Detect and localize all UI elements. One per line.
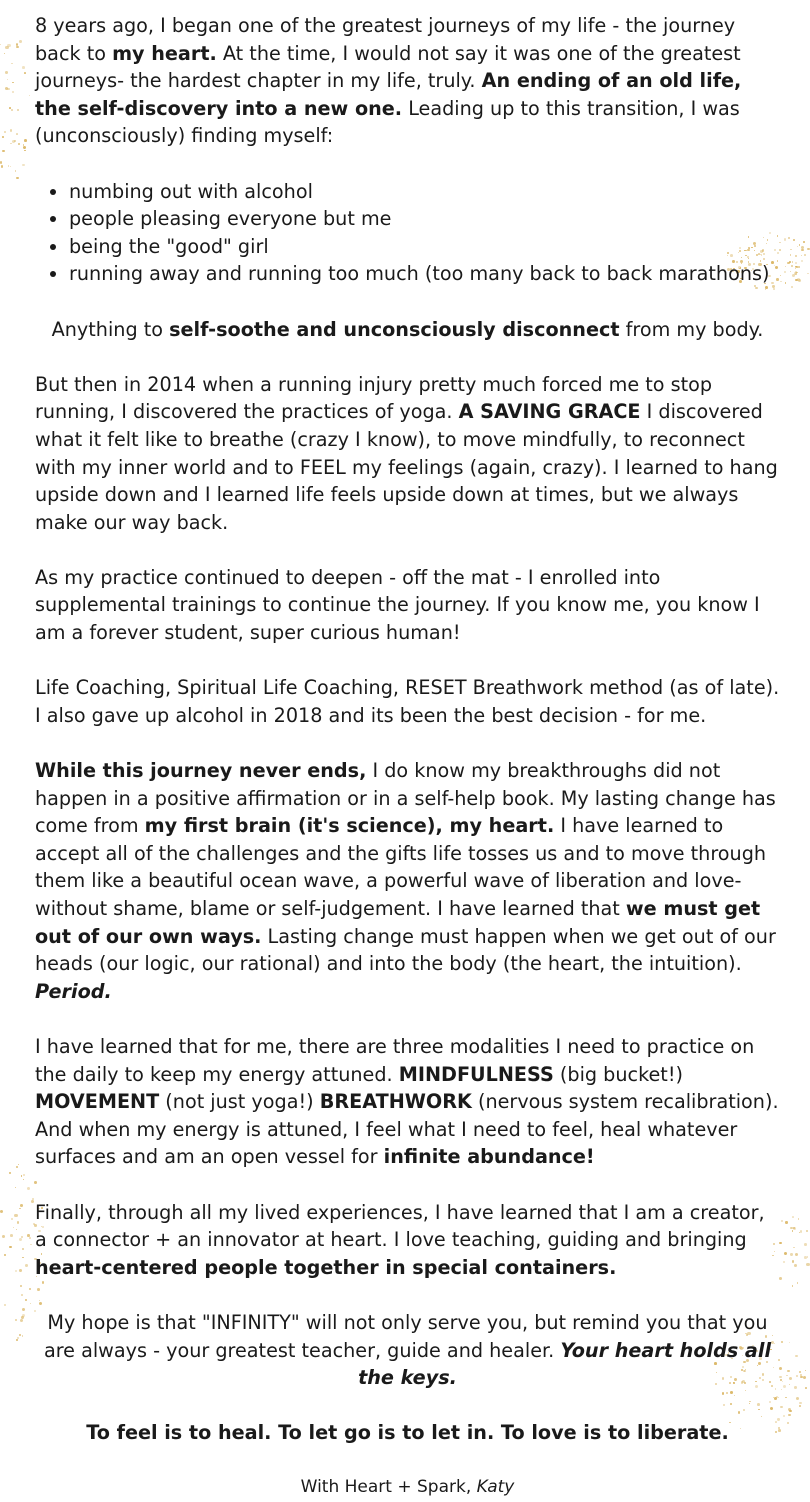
text-run: Life Coaching, Spiritual Life Coaching, RESET Breathwork method (as of late). I also gave up alcohol in 2018 and its been the best decision - for me. — [35, 676, 780, 727]
glitter-speck — [806, 1230, 808, 1232]
glitter-speck — [30, 1303, 31, 1304]
text-run: An ending of an old life, the self-discovery into a new one. — [35, 69, 742, 120]
glitter-speck — [785, 282, 787, 284]
text-run: MOVEMENT — [35, 1090, 160, 1114]
glitter-speck — [9, 1172, 10, 1173]
glitter-speck — [2, 150, 4, 152]
glitter-speck — [801, 260, 803, 262]
glitter-speck — [19, 1238, 22, 1241]
glitter-speck — [792, 1260, 795, 1263]
glitter-speck — [10, 129, 13, 132]
glitter-speck — [13, 1227, 14, 1228]
glitter-speck — [799, 1371, 801, 1373]
glitter-speck — [21, 1294, 23, 1296]
glitter-speck — [23, 146, 26, 149]
glitter-speck — [789, 1410, 791, 1412]
coping-list-item: • numbing out with alcohol — [69, 178, 780, 206]
text-run: MINDFULNESS — [398, 1062, 554, 1086]
glitter-speck — [15, 1319, 17, 1321]
glitter-speck — [789, 1342, 790, 1343]
text-run: infinite abundance! — [383, 1145, 595, 1169]
coping-list-item: • running away and running too much (too many back to back marathons) — [69, 260, 780, 288]
glitter-speck — [795, 255, 797, 257]
signature-line — [35, 1474, 780, 1502]
text-run: I have learned to accept all of the challenges and the gifts life tosses us and to move through them like a beautiful ocean wave, a powerful wave of liberation and love- without shame, blame or self-judgement. I have learned that — [35, 814, 767, 920]
glitter-speck — [798, 266, 800, 268]
glitter-speck — [787, 1422, 789, 1424]
glitter-speck — [11, 109, 13, 111]
glitter-speck — [19, 1334, 21, 1336]
text-run: Lasting change must happen when we get out of our heads (our logic, our rational) and into the body (the heart, the intuition). — [35, 924, 776, 976]
creator-paragraph — [35, 1199, 780, 1282]
glitter-speck — [20, 1204, 23, 1207]
glitter-speck — [18, 143, 20, 145]
hope-paragraph — [35, 1309, 780, 1392]
glitter-speck — [19, 40, 22, 43]
coping-list — [35, 178, 780, 288]
text-run: (nervous system recalibration). And when my energy is attuned, I feel what I need to feel, heal whatever surfaces and am an open vessel for — [35, 1090, 779, 1169]
glitter-speck — [17, 1221, 20, 1224]
glitter-speck — [22, 1248, 24, 1250]
glitter-speck — [807, 273, 808, 274]
text-run: A SAVING GRACE — [458, 400, 641, 424]
glitter-speck — [791, 265, 793, 267]
glitter-speck — [17, 109, 19, 111]
text-run: While this journey never ends, — [35, 759, 367, 783]
glitter-speck — [792, 1230, 793, 1231]
glitter-speck — [14, 140, 16, 142]
glitter-speck — [791, 286, 793, 288]
glitter-speck — [793, 1247, 795, 1249]
glitter-speck — [0, 1210, 3, 1213]
coping-list-item: • being the "good" girl — [69, 233, 780, 261]
text-run: I do know my breakthroughs did not happen in a positive affirmation or in a self-help book. My lasting change has come from — [35, 759, 776, 838]
injury-paragraph — [35, 371, 780, 537]
glitter-speck — [780, 281, 782, 283]
glitter-speck — [785, 1221, 787, 1223]
glitter-speck — [797, 246, 798, 247]
glitter-speck — [15, 170, 16, 171]
glitter-speck — [804, 1256, 806, 1258]
glitter-speck — [796, 1375, 798, 1377]
glitter-speck — [805, 1387, 807, 1389]
glitter-speck — [789, 1384, 790, 1385]
glitter-speck — [29, 95, 31, 97]
glitter-speck — [20, 1319, 23, 1322]
text-run: Period. — [35, 979, 112, 1003]
glitter-speck — [807, 1256, 809, 1258]
glitter-speck — [29, 1288, 31, 1290]
letter-body — [35, 12, 780, 1502]
glitter-speck — [10, 166, 11, 167]
text-run: 8 years ago, I began one of the greatest journeys of my life - the journey back to — [35, 14, 736, 65]
glitter-speck — [16, 1229, 17, 1230]
glitter-speck — [25, 1264, 28, 1267]
text-run: To feel is to heal. To let go is to let in. To love is to liberate. — [86, 1421, 729, 1445]
glitter-speck — [22, 66, 25, 69]
glitter-speck — [10, 1234, 13, 1237]
glitter-speck — [22, 164, 24, 166]
glitter-speck — [22, 1335, 23, 1336]
glitter-speck — [24, 72, 26, 74]
coaching-paragraph — [35, 674, 780, 729]
glitter-speck — [780, 1406, 783, 1409]
glitter-speck — [4, 1304, 6, 1306]
glitter-speck — [797, 1282, 798, 1283]
glitter-speck — [16, 133, 18, 135]
glitter-speck — [5, 71, 8, 74]
motto-line — [35, 1419, 780, 1447]
glitter-speck — [30, 1244, 31, 1245]
glitter-speck — [10, 143, 11, 144]
glitter-speck — [12, 82, 13, 83]
glitter-speck — [790, 1227, 792, 1229]
glitter-speck — [792, 1285, 793, 1286]
glitter-speck — [796, 272, 797, 273]
glitter-speck — [804, 254, 806, 256]
glitter-speck — [7, 88, 10, 91]
glitter-speck — [9, 1246, 11, 1248]
glitter-speck — [795, 262, 797, 264]
text-run: With Heart + Spark, — [300, 1477, 477, 1498]
glitter-speck — [19, 1269, 22, 1272]
text-run: from my body. — [619, 317, 764, 341]
glitter-speck — [31, 1200, 34, 1203]
text-run: Your heart holds all the keys. — [358, 1338, 772, 1390]
glitter-speck — [7, 79, 8, 80]
glitter-speck — [22, 1257, 23, 1258]
glitter-speck — [789, 261, 791, 263]
glitter-speck — [801, 249, 804, 252]
glitter-speck — [790, 249, 792, 251]
glitter-speck — [781, 1220, 784, 1223]
glitter-speck — [804, 1243, 807, 1246]
glitter-speck — [803, 241, 805, 243]
glitter-speck — [790, 254, 792, 256]
text-run: My hope is that "INFINITY" will not only serve you, but remind you that you are always - your greatest teacher, guide and healer. — [43, 1310, 768, 1362]
glitter-speck — [9, 107, 11, 109]
glitter-speck — [798, 1218, 799, 1219]
glitter-speck — [4, 131, 6, 133]
text-run: Katy — [476, 1477, 515, 1498]
glitter-speck — [793, 239, 795, 241]
glitter-speck — [16, 177, 19, 180]
glitter-speck — [785, 266, 786, 267]
text-run: At the time, I would not say it was one of the greatest journeys- the hardest chapter in my life, truly. — [35, 41, 741, 93]
intro-paragraph — [35, 12, 780, 150]
glitter-speck — [11, 1218, 13, 1220]
coping-list-item: • people pleasing everyone but me — [69, 205, 780, 233]
glitter-speck — [0, 161, 2, 163]
glitter-speck — [4, 1254, 6, 1256]
text-run: Leading up to this transition, I was (unconsciously) finding myself: — [35, 96, 740, 148]
glitter-speck — [799, 244, 801, 246]
glitter-speck — [12, 91, 14, 93]
text-run: heart-centered people together in special containers. — [35, 1255, 617, 1279]
text-run: (not just yoga!) — [159, 1090, 320, 1114]
glitter-speck — [2, 1235, 5, 1238]
glitter-speck — [25, 1299, 27, 1301]
glitter-speck — [782, 1381, 783, 1382]
glitter-speck — [781, 1389, 782, 1390]
glitter-speck — [0, 44, 1, 45]
glitter-speck — [784, 271, 786, 273]
glitter-speck — [790, 271, 791, 272]
glitter-speck — [16, 1166, 18, 1168]
text-run: (big bucket!) — [553, 1062, 684, 1086]
glitter-speck — [27, 1187, 30, 1190]
text-run: my first brain (it's science), my heart. — [144, 814, 555, 838]
glitter-speck — [796, 1397, 799, 1400]
glitter-speck — [2, 136, 4, 138]
glitter-speck — [14, 1214, 17, 1217]
glitter-speck — [795, 1253, 798, 1256]
glitter-speck — [795, 1355, 798, 1358]
glitter-speck — [799, 1405, 801, 1407]
glitter-speck — [789, 1377, 792, 1380]
glitter-speck — [781, 1341, 783, 1343]
glitter-speck — [15, 1270, 17, 1272]
glitter-speck — [29, 1237, 31, 1239]
text-run: As my practice continued to deepen - off the mat - I enrolled into supplemental trainings to continue the journey. If you know me, you know I am a forever student, super curious human! — [35, 565, 760, 645]
glitter-speck — [788, 1414, 791, 1417]
glitter-speck — [20, 1285, 22, 1287]
glitter-speck — [787, 1370, 790, 1373]
text-run: my heart. — [112, 41, 217, 65]
glitter-speck — [1, 165, 3, 167]
glitter-speck — [7, 44, 10, 47]
glitter-speck — [800, 1230, 802, 1232]
glitter-speck — [794, 1386, 797, 1389]
text-run: Finally, through all my lived experiences, I have learned that I am a creator, a connector + an innovator at heart. I love teaching, guiding and bringing — [35, 1200, 765, 1252]
glitter-speck — [801, 255, 802, 256]
glitter-speck — [783, 1261, 785, 1263]
glitter-speck — [15, 1187, 16, 1188]
practice-paragraph — [35, 564, 780, 647]
glitter-speck — [805, 1370, 806, 1371]
text-run: self-soothe and unconsciously disconnect — [169, 317, 620, 341]
glitter-speck — [22, 1308, 25, 1311]
modalities-paragraph — [35, 1033, 780, 1171]
text-run: we must get out of our own ways. — [35, 897, 761, 948]
glitter-speck — [788, 237, 790, 239]
text-run: Anything to — [51, 317, 170, 341]
glitter-speck — [803, 1376, 806, 1379]
glitter-speck — [18, 1164, 19, 1165]
glitter-speck — [792, 261, 793, 262]
glitter-speck — [806, 1263, 809, 1266]
text-run: But then in 2014 when a running injury pretty much forced me to stop running, I discovered the practices of yoga. — [35, 372, 713, 424]
glitter-speck — [783, 1415, 785, 1417]
text-run: BREATHWORK — [319, 1090, 472, 1114]
glitter-speck — [11, 63, 13, 65]
glitter-speck — [784, 1252, 787, 1255]
glitter-speck — [4, 53, 5, 54]
glitter-speck — [792, 1216, 794, 1218]
glitter-speck — [784, 238, 786, 240]
glitter-speck — [23, 1174, 26, 1177]
glitter-speck — [24, 139, 27, 142]
glitter-speck — [799, 1402, 801, 1404]
glitter-speck — [22, 1314, 25, 1317]
self-soothe-line — [35, 316, 780, 344]
text-run: I have learned that for me, there are three modalities I need to practice on the daily to keep my energy attuned. — [35, 1034, 755, 1086]
glitter-speck — [785, 1397, 786, 1398]
glitter-speck — [19, 1208, 20, 1209]
glitter-speck — [783, 1385, 786, 1388]
glitter-speck — [23, 1179, 24, 1180]
glitter-speck — [801, 246, 804, 249]
glitter-speck — [790, 1253, 792, 1255]
glitter-speck — [786, 1375, 787, 1376]
glitter-speck — [24, 150, 26, 152]
text-run: I discovered what it felt like to breathe (crazy I know), to move mindfully, to reconnect with my inner world and to FEEL my feelings (again, crazy). I learned to hang upside down and I learned life feels upside down at times, but we always make our way back. — [35, 400, 778, 534]
glitter-speck — [794, 1264, 797, 1267]
journey-paragraph — [35, 757, 780, 1005]
